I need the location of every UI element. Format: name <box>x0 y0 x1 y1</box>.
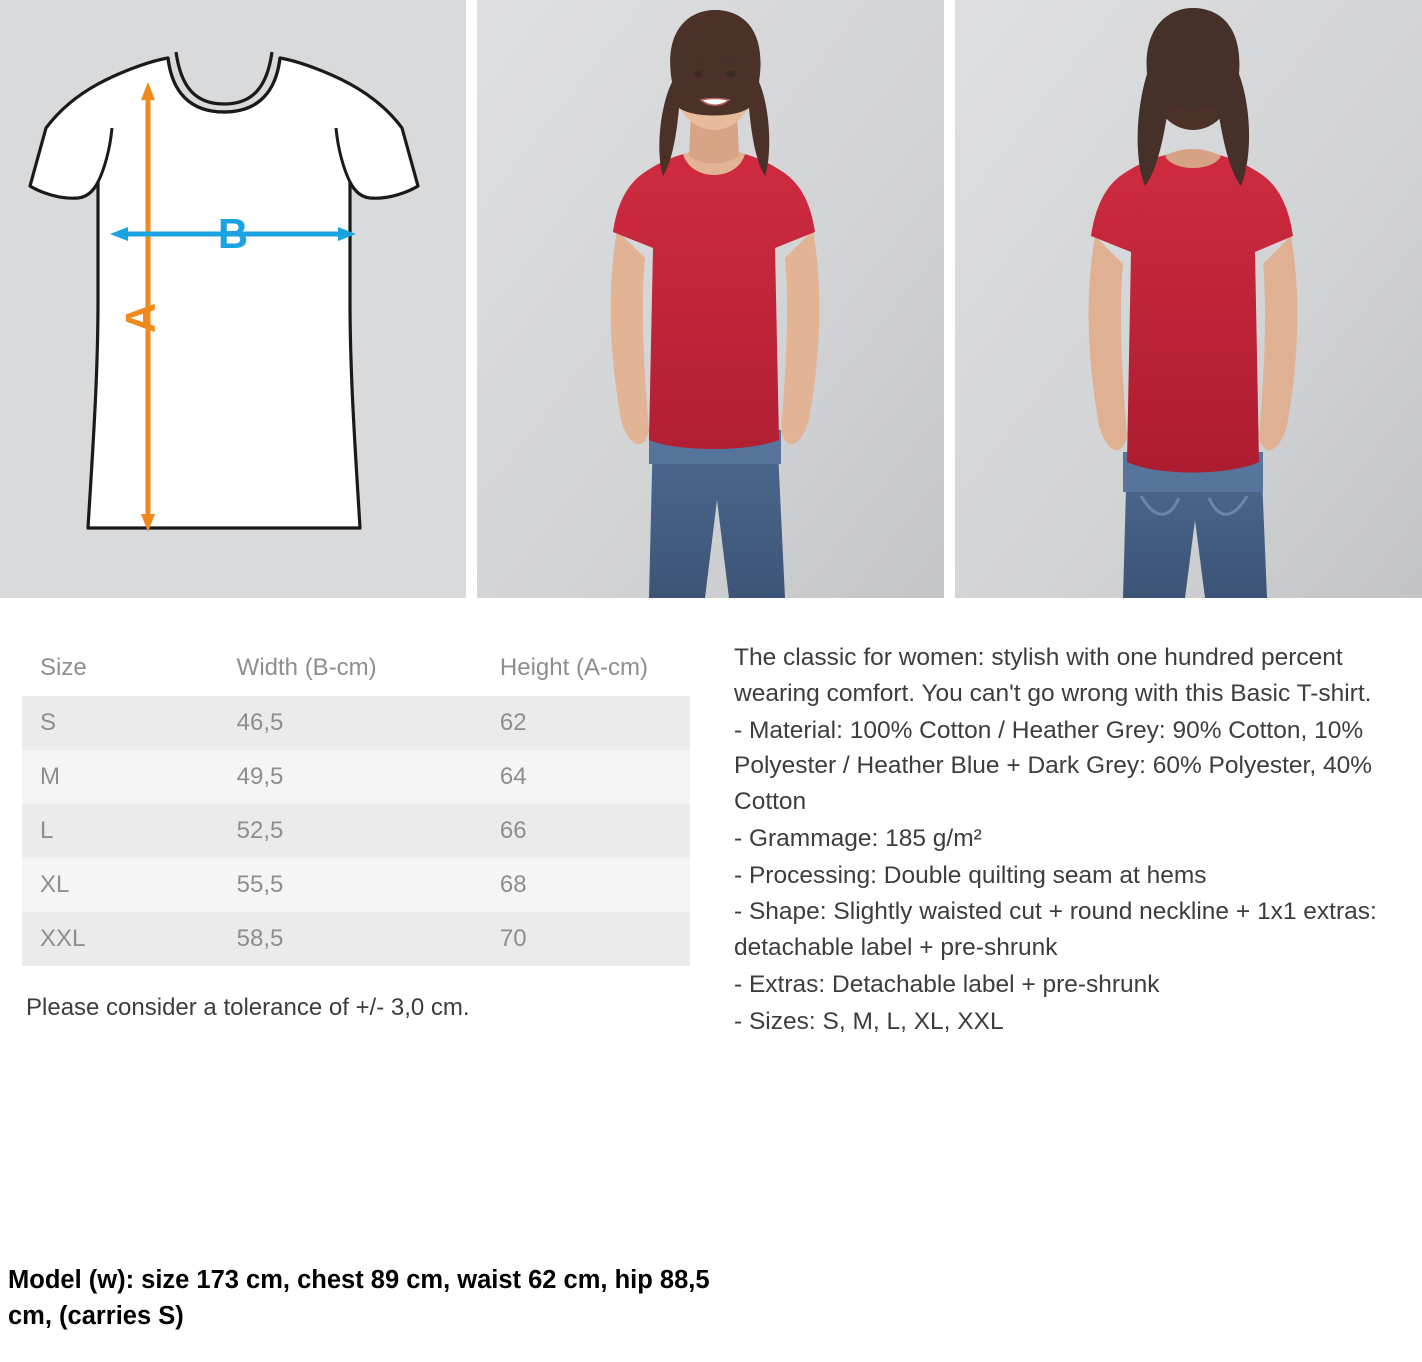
tshirt-technical-drawing-icon <box>0 0 466 598</box>
details-section <box>0 640 1422 1040</box>
cell-size: L <box>40 817 54 844</box>
table-row <box>22 858 690 912</box>
height-label-A: A <box>117 302 164 334</box>
width-label-B: B <box>217 210 249 257</box>
cell-height: 68 <box>499 871 527 898</box>
cell-height: 62 <box>499 709 527 736</box>
product-image-row <box>0 0 1422 598</box>
cell-size: S <box>40 709 57 736</box>
model-back-illustration <box>955 0 1422 598</box>
description-processing: - Processing: Double quilting seam at hems <box>734 861 1207 889</box>
table-row <box>22 804 690 858</box>
cell-height: 70 <box>499 925 527 952</box>
table-header-row <box>22 640 690 696</box>
description-intro: The classic for women: stylish with one hundred percent wearing comfort. You can't go wrong with this Basic T-shirt. <box>734 644 1372 707</box>
table-row <box>22 750 690 804</box>
product-description <box>734 640 1402 1039</box>
cell-height: 66 <box>499 817 527 844</box>
model-front-illustration <box>477 0 944 598</box>
size-table <box>22 640 690 966</box>
cell-width: 46,5 <box>236 709 284 736</box>
cell-size: XXL <box>40 925 86 952</box>
cell-height: 64 <box>499 763 527 790</box>
header-size: Size <box>22 640 219 696</box>
model-measurements-footer: Model (w): size 173 cm, chest 89 cm, waist 62 cm, hip 88,5 cm, (carries S) <box>8 1266 710 1331</box>
table-row <box>22 912 690 966</box>
description-sizes: - Sizes: S, M, L, XL, XXL <box>734 1007 1004 1035</box>
technical-drawing-panel <box>0 0 466 598</box>
cell-width: 49,5 <box>236 763 284 790</box>
header-width: Width (B-cm) <box>219 640 482 696</box>
size-table-column <box>22 640 712 1040</box>
description-grammage: - Grammage: 185 g/m² <box>734 824 982 852</box>
cell-size: XL <box>40 871 70 898</box>
description-material: - Material: 100% Cotton / Heather Grey: 90% Cotton, 10% Polyester / Heather Blue + Dark Grey: 60% Polyester, 40% Cotton <box>734 716 1372 816</box>
cell-width: 58,5 <box>236 925 284 952</box>
tolerance-note: Please consider a tolerance of +/- 3,0 cm. <box>26 994 470 1021</box>
header-height: Height (A-cm) <box>482 640 690 696</box>
description-column <box>712 640 1402 1040</box>
model-front-photo <box>477 0 944 598</box>
description-shape: - Shape: Slightly waisted cut + round neckline + 1x1 extras: detachable label + pre-shrunk <box>734 898 1377 962</box>
cell-width: 52,5 <box>236 817 284 844</box>
cell-width: 55,5 <box>236 871 284 898</box>
model-back-photo <box>955 0 1422 598</box>
cell-size: M <box>40 763 60 790</box>
description-extras: - Extras: Detachable label + pre-shrunk <box>734 970 1160 998</box>
table-row <box>22 696 690 750</box>
